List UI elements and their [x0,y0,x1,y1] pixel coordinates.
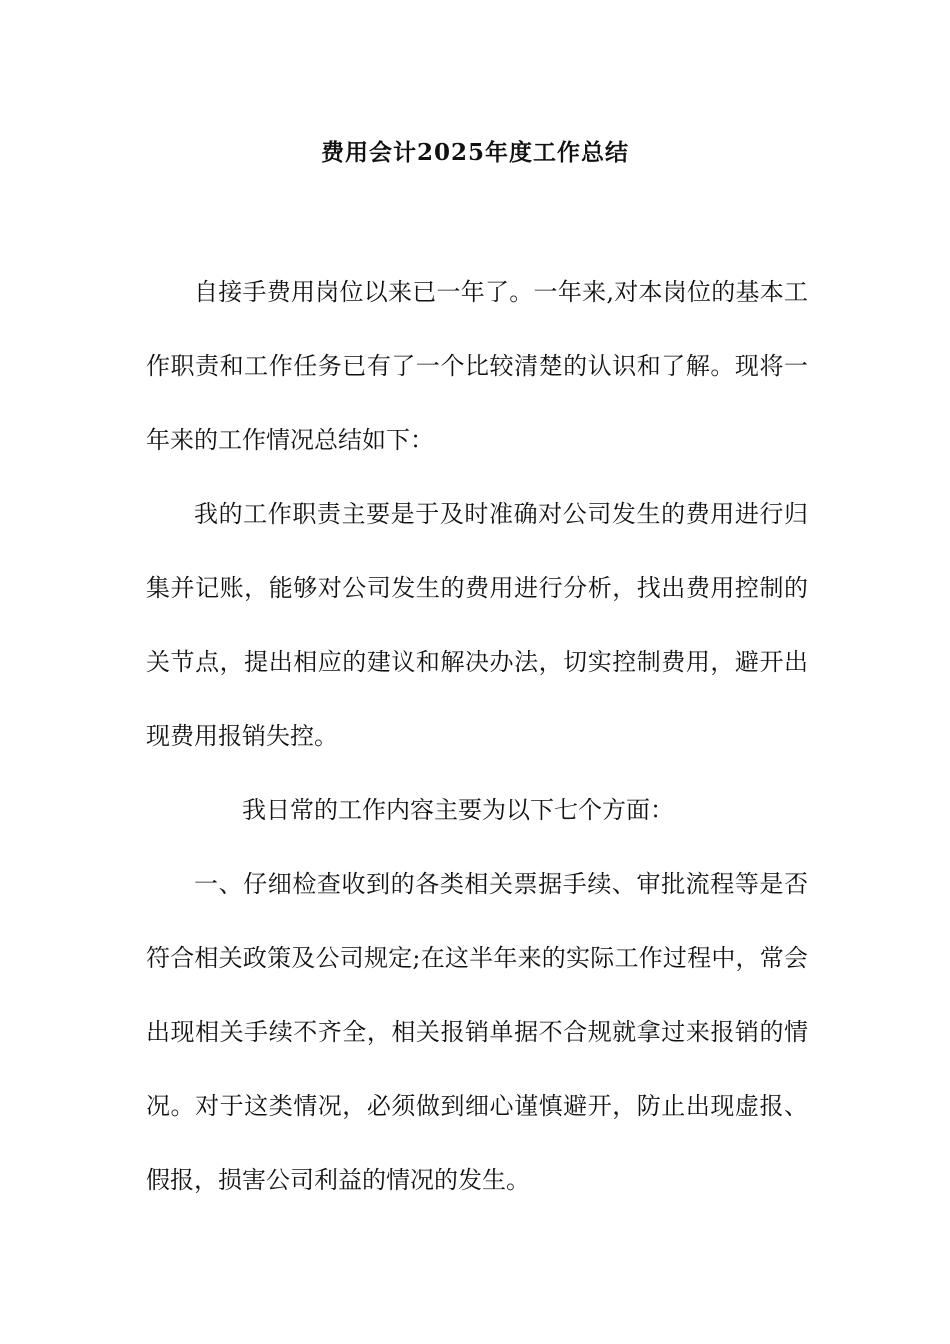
paragraph-intro: 自接手费用岗位以来已一年了。一年来,对本岗位的基本工作职责和工作任务已有了一个比较清楚的认识和了解。现将一年来的工作情况总结如下： [146,278,808,454]
document-body [146,255,808,1217]
paragraph-item-one: 一、仔细检查收到的各类相关票据手续、审批流程等是否符合相关政策及公司规定;在这半年来的实际工作过程中，常会出现相关手续不齐全，相关报销单据不合规就拿过来报销的情况。对于这类情况，必须做到细心谨慎避开，防止出现虚报、假报，损害公司利益的情况的发生。 [146,870,808,1194]
paragraph-responsibilities: 我的工作职责主要是于及时准确对公司发生的费用进行归集并记账，能够对公司发生的费用进行分析，找出费用控制的关节点，提出相应的建议和解决办法，切实控制费用，避开出现费用报销失控。 [146,500,808,750]
document-title: 费用会计2025年度工作总结 [320,139,629,166]
paragraph-work-content-heading: 我日常的工作内容主要为以下七个方面： [242,796,674,824]
